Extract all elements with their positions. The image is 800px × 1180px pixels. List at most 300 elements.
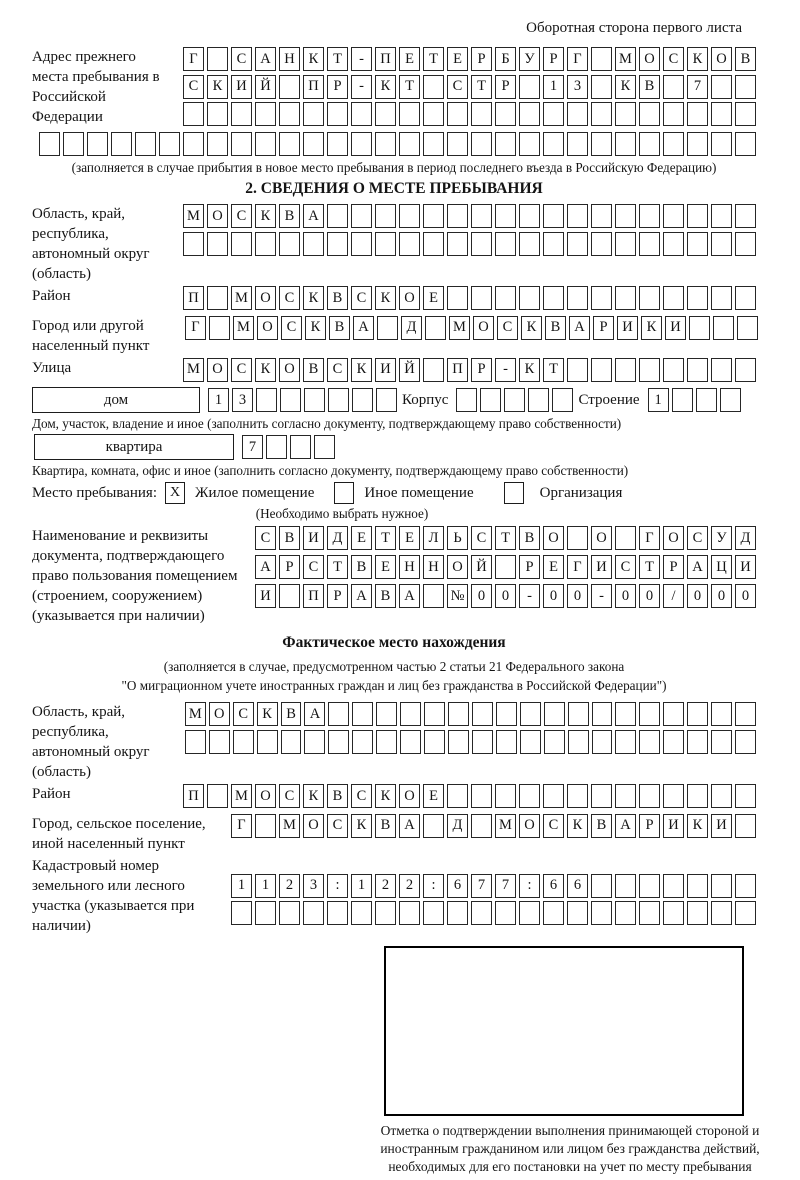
char-cell[interactable]: Т [375, 526, 396, 550]
char-cell[interactable] [711, 286, 732, 310]
char-cell[interactable] [687, 784, 708, 808]
char-cell[interactable] [663, 204, 684, 228]
char-cell[interactable] [423, 132, 444, 156]
char-cell[interactable] [111, 132, 132, 156]
char-cell[interactable]: К [255, 204, 276, 228]
char-cell[interactable] [639, 874, 660, 898]
char-cell[interactable] [447, 286, 468, 310]
char-cell[interactable] [255, 232, 276, 256]
char-cell[interactable]: : [327, 874, 348, 898]
char-cell[interactable] [447, 784, 468, 808]
char-cell[interactable] [328, 730, 349, 754]
char-cell[interactable]: - [591, 584, 612, 608]
char-cell[interactable] [687, 132, 708, 156]
char-cell[interactable]: К [303, 47, 324, 71]
char-cell[interactable]: О [207, 358, 228, 382]
char-cell[interactable] [304, 730, 325, 754]
char-cell[interactable]: И [231, 75, 252, 99]
char-cell[interactable] [567, 526, 588, 550]
char-cell[interactable] [207, 232, 228, 256]
char-cell[interactable]: К [255, 358, 276, 382]
char-cell[interactable] [496, 730, 517, 754]
char-cell[interactable] [615, 702, 636, 726]
char-cell[interactable]: О [399, 286, 420, 310]
char-cell[interactable]: П [375, 47, 396, 71]
char-cell[interactable]: М [185, 702, 206, 726]
char-cell[interactable] [231, 132, 252, 156]
char-cell[interactable]: - [495, 358, 516, 382]
char-cell[interactable]: К [519, 358, 540, 382]
char-cell[interactable] [544, 730, 565, 754]
char-cell[interactable]: Д [735, 526, 756, 550]
char-cell[interactable] [591, 232, 612, 256]
char-cell[interactable] [687, 730, 708, 754]
stroenie-cells[interactable] [645, 388, 741, 412]
char-cell[interactable] [689, 316, 710, 340]
char-cell[interactable] [209, 316, 230, 340]
char-cell[interactable] [207, 47, 228, 71]
char-cell[interactable] [423, 901, 444, 925]
char-cell[interactable]: И [591, 555, 612, 579]
char-cell[interactable]: К [351, 814, 372, 838]
char-cell[interactable]: 6 [567, 874, 588, 898]
char-cell[interactable] [639, 702, 660, 726]
char-cell[interactable] [543, 286, 564, 310]
prev-address-row-4[interactable] [32, 132, 756, 156]
char-cell[interactable] [615, 874, 636, 898]
char-cell[interactable]: Ц [711, 555, 732, 579]
char-cell[interactable]: Г [639, 526, 660, 550]
char-cell[interactable]: 1 [208, 388, 229, 412]
char-cell[interactable] [711, 702, 732, 726]
char-cell[interactable]: И [303, 526, 324, 550]
char-cell[interactable] [544, 702, 565, 726]
kvartira-cells[interactable] [239, 435, 335, 459]
char-cell[interactable] [328, 388, 349, 412]
char-cell[interactable] [423, 814, 444, 838]
char-cell[interactable]: О [473, 316, 494, 340]
char-cell[interactable] [711, 784, 732, 808]
char-cell[interactable] [735, 102, 756, 126]
char-cell[interactable] [496, 702, 517, 726]
char-cell[interactable] [639, 132, 660, 156]
char-cell[interactable] [39, 132, 60, 156]
rayon-row[interactable] [180, 286, 756, 310]
char-cell[interactable]: Н [279, 47, 300, 71]
char-cell[interactable] [615, 901, 636, 925]
char-cell[interactable] [303, 901, 324, 925]
char-cell[interactable]: В [279, 204, 300, 228]
char-cell[interactable] [375, 132, 396, 156]
char-cell[interactable] [183, 102, 204, 126]
char-cell[interactable] [735, 286, 756, 310]
char-cell[interactable]: Т [399, 75, 420, 99]
char-cell[interactable] [639, 358, 660, 382]
char-cell[interactable] [735, 75, 756, 99]
char-cell[interactable]: Д [401, 316, 422, 340]
char-cell[interactable]: И [617, 316, 638, 340]
char-cell[interactable] [520, 702, 541, 726]
char-cell[interactable]: Д [447, 814, 468, 838]
char-cell[interactable] [472, 702, 493, 726]
char-cell[interactable]: 1 [543, 75, 564, 99]
char-cell[interactable]: В [329, 316, 350, 340]
char-cell[interactable] [183, 132, 204, 156]
char-cell[interactable] [447, 132, 468, 156]
char-cell[interactable]: К [521, 316, 542, 340]
char-cell[interactable]: Е [375, 555, 396, 579]
char-cell[interactable] [495, 102, 516, 126]
char-cell[interactable] [207, 132, 228, 156]
char-cell[interactable]: Р [495, 75, 516, 99]
char-cell[interactable] [303, 232, 324, 256]
char-cell[interactable]: И [255, 584, 276, 608]
char-cell[interactable]: А [353, 316, 374, 340]
prev-address-row-2[interactable] [168, 75, 756, 99]
char-cell[interactable] [711, 132, 732, 156]
char-cell[interactable] [696, 388, 717, 412]
char-cell[interactable] [424, 730, 445, 754]
char-cell[interactable] [447, 102, 468, 126]
char-cell[interactable] [735, 358, 756, 382]
char-cell[interactable] [567, 232, 588, 256]
char-cell[interactable]: С [281, 316, 302, 340]
char-cell[interactable] [327, 232, 348, 256]
char-cell[interactable] [255, 132, 276, 156]
char-cell[interactable]: 2 [279, 874, 300, 898]
char-cell[interactable] [399, 132, 420, 156]
char-cell[interactable]: В [351, 555, 372, 579]
char-cell[interactable] [735, 901, 756, 925]
char-cell[interactable] [592, 702, 613, 726]
char-cell[interactable] [376, 388, 397, 412]
char-cell[interactable]: М [183, 358, 204, 382]
char-cell[interactable]: А [569, 316, 590, 340]
doc-row-1[interactable] [250, 526, 756, 550]
char-cell[interactable]: И [711, 814, 732, 838]
char-cell[interactable] [639, 730, 660, 754]
char-cell[interactable]: Р [639, 814, 660, 838]
char-cell[interactable] [519, 286, 540, 310]
char-cell[interactable] [327, 204, 348, 228]
char-cell[interactable]: О [591, 526, 612, 550]
char-cell[interactable] [207, 784, 228, 808]
char-cell[interactable]: В [281, 702, 302, 726]
char-cell[interactable]: Г [567, 555, 588, 579]
fact-rayon-row[interactable] [180, 784, 756, 808]
char-cell[interactable] [351, 132, 372, 156]
oblast-row-1[interactable] [150, 204, 756, 228]
char-cell[interactable] [568, 730, 589, 754]
char-cell[interactable]: М [233, 316, 254, 340]
char-cell[interactable] [304, 388, 325, 412]
char-cell[interactable] [255, 102, 276, 126]
char-cell[interactable] [592, 730, 613, 754]
char-cell[interactable]: Г [567, 47, 588, 71]
char-cell[interactable]: № [447, 584, 468, 608]
char-cell[interactable] [456, 388, 477, 412]
char-cell[interactable]: Д [327, 526, 348, 550]
char-cell[interactable]: К [303, 286, 324, 310]
char-cell[interactable]: Е [351, 526, 372, 550]
char-cell[interactable] [327, 901, 348, 925]
char-cell[interactable] [591, 901, 612, 925]
char-cell[interactable]: : [519, 874, 540, 898]
char-cell[interactable]: А [304, 702, 325, 726]
char-cell[interactable] [423, 102, 444, 126]
char-cell[interactable] [207, 102, 228, 126]
ulitsa-row[interactable] [180, 358, 756, 382]
char-cell[interactable]: Р [327, 584, 348, 608]
char-cell[interactable] [495, 555, 516, 579]
char-cell[interactable]: С [351, 286, 372, 310]
char-cell[interactable] [711, 358, 732, 382]
char-cell[interactable]: П [183, 286, 204, 310]
char-cell[interactable]: И [663, 814, 684, 838]
char-cell[interactable] [737, 316, 758, 340]
char-cell[interactable]: В [545, 316, 566, 340]
char-cell[interactable]: 7 [471, 874, 492, 898]
char-cell[interactable] [495, 286, 516, 310]
char-cell[interactable]: / [663, 584, 684, 608]
char-cell[interactable]: Е [423, 286, 444, 310]
char-cell[interactable] [279, 232, 300, 256]
char-cell[interactable] [552, 388, 573, 412]
char-cell[interactable]: С [615, 555, 636, 579]
char-cell[interactable] [615, 132, 636, 156]
char-cell[interactable] [352, 388, 373, 412]
char-cell[interactable] [567, 901, 588, 925]
char-cell[interactable] [376, 730, 397, 754]
char-cell[interactable] [711, 75, 732, 99]
char-cell[interactable]: Р [471, 358, 492, 382]
char-cell[interactable] [290, 435, 311, 459]
char-cell[interactable]: - [519, 584, 540, 608]
char-cell[interactable] [256, 388, 277, 412]
char-cell[interactable] [615, 102, 636, 126]
char-cell[interactable] [233, 730, 254, 754]
char-cell[interactable] [663, 702, 684, 726]
char-cell[interactable]: К [207, 75, 228, 99]
char-cell[interactable]: Е [399, 47, 420, 71]
char-cell[interactable] [735, 814, 756, 838]
char-cell[interactable]: Й [471, 555, 492, 579]
char-cell[interactable] [255, 814, 276, 838]
kadastr-row-2[interactable] [207, 901, 756, 925]
kadastr-row-1[interactable] [207, 874, 756, 898]
char-cell[interactable]: 0 [615, 584, 636, 608]
char-cell[interactable]: С [327, 358, 348, 382]
char-cell[interactable]: К [687, 47, 708, 71]
char-cell[interactable] [543, 232, 564, 256]
char-cell[interactable]: Т [423, 47, 444, 71]
char-cell[interactable] [279, 102, 300, 126]
char-cell[interactable] [639, 286, 660, 310]
char-cell[interactable] [711, 901, 732, 925]
char-cell[interactable] [351, 204, 372, 228]
char-cell[interactable]: В [519, 526, 540, 550]
char-cell[interactable]: Е [423, 784, 444, 808]
char-cell[interactable]: С [231, 358, 252, 382]
char-cell[interactable]: М [279, 814, 300, 838]
char-cell[interactable]: Р [327, 75, 348, 99]
prev-address-row-3[interactable] [168, 102, 756, 126]
char-cell[interactable]: 0 [495, 584, 516, 608]
char-cell[interactable]: Т [471, 75, 492, 99]
char-cell[interactable]: С [183, 75, 204, 99]
char-cell[interactable] [543, 102, 564, 126]
char-cell[interactable]: Т [327, 555, 348, 579]
char-cell[interactable]: Ь [447, 526, 468, 550]
char-cell[interactable] [303, 132, 324, 156]
char-cell[interactable] [687, 286, 708, 310]
char-cell[interactable] [471, 814, 492, 838]
char-cell[interactable] [543, 901, 564, 925]
char-cell[interactable]: Е [447, 47, 468, 71]
char-cell[interactable] [351, 102, 372, 126]
char-cell[interactable] [543, 204, 564, 228]
char-cell[interactable]: С [687, 526, 708, 550]
char-cell[interactable] [159, 132, 180, 156]
char-cell[interactable]: Б [495, 47, 516, 71]
char-cell[interactable] [351, 901, 372, 925]
char-cell[interactable]: 0 [543, 584, 564, 608]
char-cell[interactable] [687, 204, 708, 228]
char-cell[interactable]: В [591, 814, 612, 838]
char-cell[interactable]: К [375, 286, 396, 310]
char-cell[interactable] [495, 784, 516, 808]
char-cell[interactable]: М [449, 316, 470, 340]
char-cell[interactable]: К [567, 814, 588, 838]
char-cell[interactable] [519, 102, 540, 126]
char-cell[interactable] [663, 730, 684, 754]
checkbox-inoe[interactable] [334, 482, 354, 504]
char-cell[interactable] [663, 132, 684, 156]
char-cell[interactable] [352, 702, 373, 726]
char-cell[interactable] [519, 232, 540, 256]
char-cell[interactable] [375, 102, 396, 126]
char-cell[interactable]: 1 [231, 874, 252, 898]
char-cell[interactable] [423, 75, 444, 99]
char-cell[interactable] [735, 232, 756, 256]
char-cell[interactable]: Л [423, 526, 444, 550]
char-cell[interactable] [713, 316, 734, 340]
char-cell[interactable]: С [447, 75, 468, 99]
oblast-row-2[interactable] [150, 232, 756, 256]
char-cell[interactable] [528, 388, 549, 412]
char-cell[interactable]: В [735, 47, 756, 71]
char-cell[interactable]: О [207, 204, 228, 228]
char-cell[interactable]: А [615, 814, 636, 838]
char-cell[interactable] [399, 102, 420, 126]
char-cell[interactable] [231, 901, 252, 925]
char-cell[interactable] [375, 901, 396, 925]
char-cell[interactable]: С [231, 204, 252, 228]
char-cell[interactable] [711, 102, 732, 126]
fact-gorod-row[interactable] [207, 814, 756, 838]
char-cell[interactable] [447, 204, 468, 228]
char-cell[interactable] [711, 874, 732, 898]
char-cell[interactable] [281, 730, 302, 754]
char-cell[interactable]: И [665, 316, 686, 340]
char-cell[interactable] [687, 702, 708, 726]
char-cell[interactable] [663, 75, 684, 99]
char-cell[interactable] [424, 702, 445, 726]
char-cell[interactable]: С [327, 814, 348, 838]
char-cell[interactable] [591, 102, 612, 126]
char-cell[interactable] [519, 204, 540, 228]
char-cell[interactable] [591, 47, 612, 71]
char-cell[interactable] [687, 102, 708, 126]
char-cell[interactable] [591, 874, 612, 898]
char-cell[interactable]: К [375, 784, 396, 808]
prev-address-row-1[interactable] [168, 47, 756, 71]
char-cell[interactable]: А [303, 204, 324, 228]
char-cell[interactable] [663, 286, 684, 310]
char-cell[interactable]: 0 [687, 584, 708, 608]
char-cell[interactable]: Р [471, 47, 492, 71]
char-cell[interactable]: П [447, 358, 468, 382]
char-cell[interactable]: С [279, 784, 300, 808]
char-cell[interactable] [567, 204, 588, 228]
char-cell[interactable] [279, 132, 300, 156]
char-cell[interactable] [425, 316, 446, 340]
char-cell[interactable] [663, 102, 684, 126]
char-cell[interactable]: А [255, 47, 276, 71]
char-cell[interactable]: - [351, 47, 372, 71]
char-cell[interactable]: А [351, 584, 372, 608]
char-cell[interactable]: О [711, 47, 732, 71]
char-cell[interactable]: О [209, 702, 230, 726]
char-cell[interactable]: К [615, 75, 636, 99]
char-cell[interactable]: О [399, 784, 420, 808]
char-cell[interactable] [207, 286, 228, 310]
char-cell[interactable] [663, 784, 684, 808]
char-cell[interactable]: 2 [375, 874, 396, 898]
char-cell[interactable] [266, 435, 287, 459]
char-cell[interactable] [591, 358, 612, 382]
char-cell[interactable]: У [519, 47, 540, 71]
char-cell[interactable] [423, 232, 444, 256]
checkbox-organizatsiya[interactable] [504, 482, 524, 504]
char-cell[interactable] [639, 232, 660, 256]
char-cell[interactable]: Н [423, 555, 444, 579]
char-cell[interactable]: В [375, 584, 396, 608]
char-cell[interactable] [615, 730, 636, 754]
char-cell[interactable]: Т [543, 358, 564, 382]
char-cell[interactable] [519, 901, 540, 925]
char-cell[interactable] [615, 232, 636, 256]
char-cell[interactable]: К [687, 814, 708, 838]
char-cell[interactable] [399, 232, 420, 256]
char-cell[interactable]: 0 [639, 584, 660, 608]
char-cell[interactable] [280, 388, 301, 412]
char-cell[interactable] [423, 204, 444, 228]
char-cell[interactable] [663, 232, 684, 256]
char-cell[interactable]: М [183, 204, 204, 228]
char-cell[interactable]: С [279, 286, 300, 310]
char-cell[interactable] [328, 702, 349, 726]
char-cell[interactable] [231, 102, 252, 126]
char-cell[interactable]: М [495, 814, 516, 838]
char-cell[interactable] [720, 388, 741, 412]
char-cell[interactable] [423, 584, 444, 608]
char-cell[interactable] [303, 102, 324, 126]
char-cell[interactable] [279, 584, 300, 608]
char-cell[interactable]: Й [399, 358, 420, 382]
char-cell[interactable] [352, 730, 373, 754]
char-cell[interactable]: 1 [648, 388, 669, 412]
